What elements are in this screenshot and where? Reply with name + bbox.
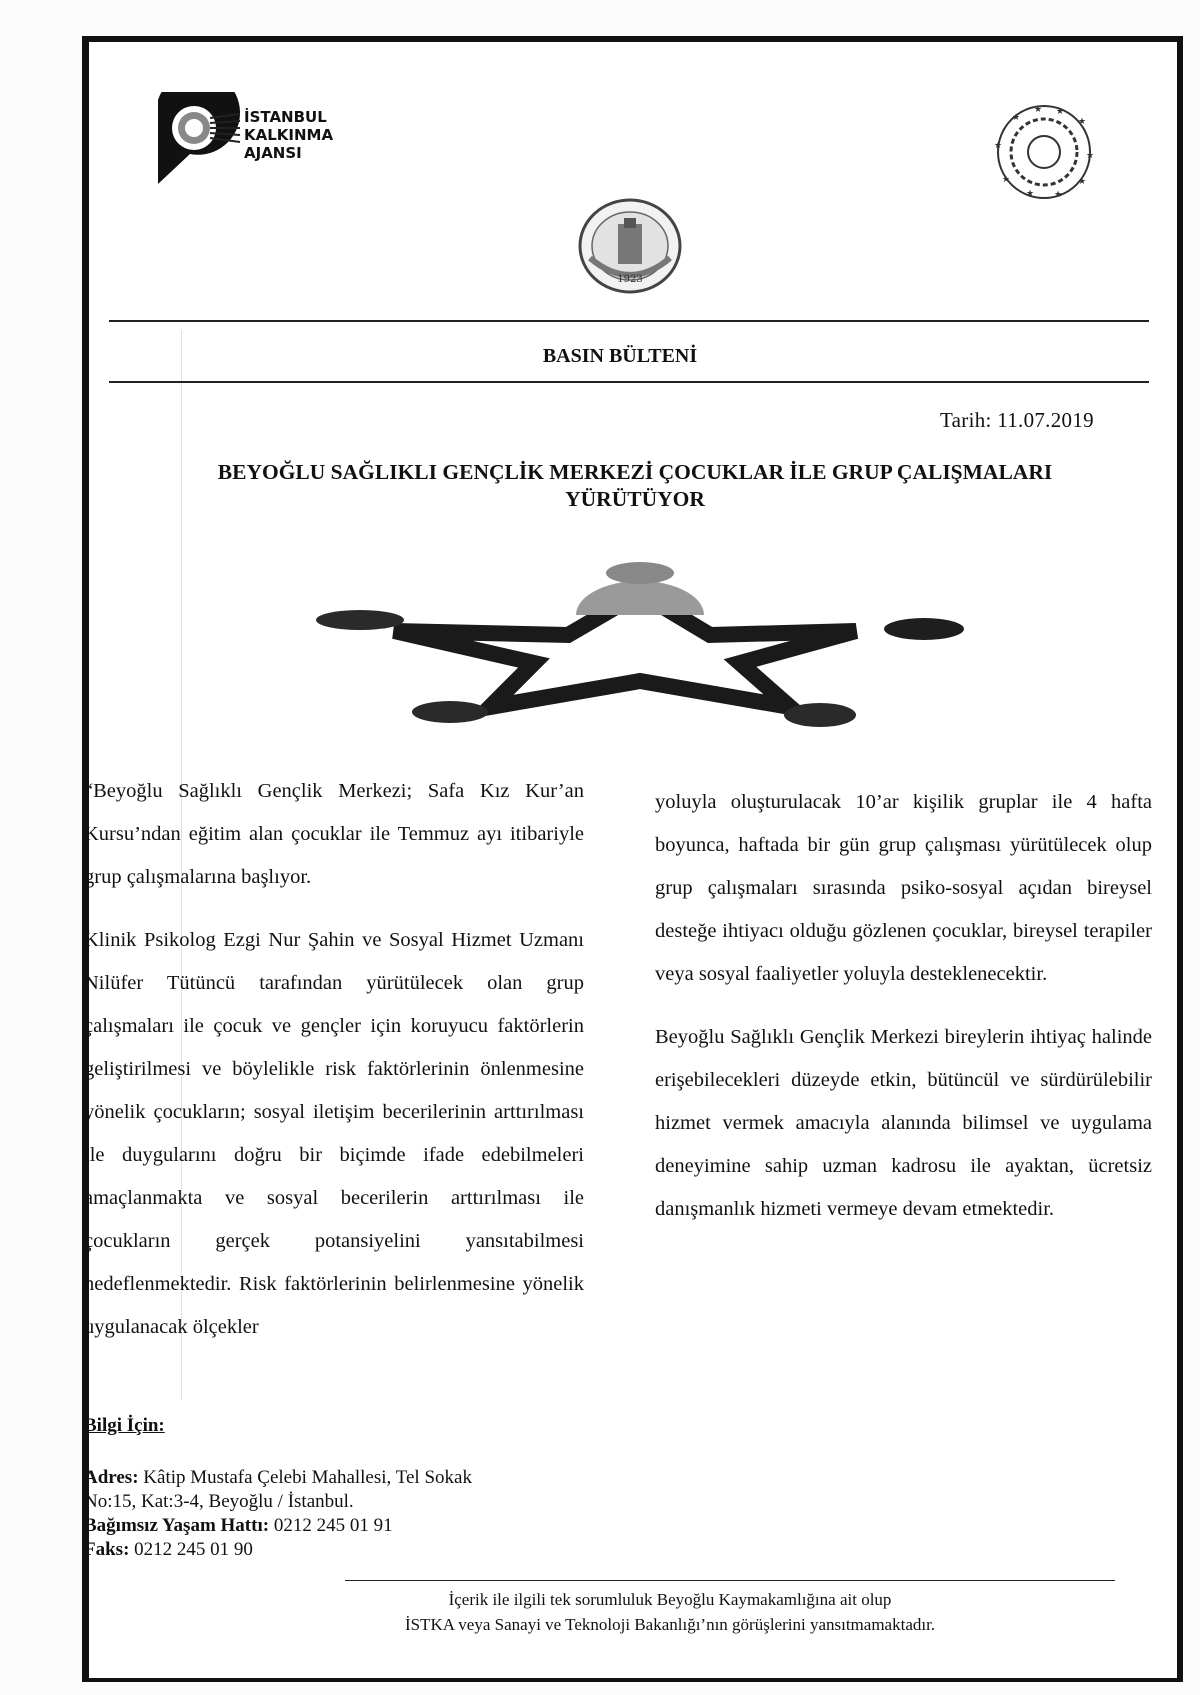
disclaimer-footer [230,1587,1110,1637]
hotline-label: Bağımsız Yaşam Hattı: [84,1515,270,1536]
fax-value: 0212 245 01 90 [129,1539,253,1560]
paragraph: Klinik Psikolog Ezgi Nur Şahin ve Sosyal Hizmet Uzmanı Nilüfer Tütüncü tarafından yürütülecek olan grup çalışmaları ile çocuk ve gençler için koruyucu faktörlerin geliştirilmesi ve böylelikle risk faktörlerinin önlenmesine yönelik çocukların; sosyal iletişim becerilerinin arttırılması ile duygularını doğru bir biçimde ifade edebilmeleri amaçlanmakta ve sosyal becerilerin arttırılması ile çocukların gerçek potansiyelini yansıtabilmesi hedeflenmektedir. Risk faktörlerinin belirlenmesine yönelik uygulanacak ölçekler [84,929,584,1338]
title-line-2: YÜRÜTÜYOR [565,487,705,511]
address-line-2: No:15, Kat:3-4, Beyoğlu / İstanbul. [84,1491,354,1512]
footer-rule [345,1580,1115,1581]
paragraph: Beyoğlu Sağlıklı Gençlik Merkezi bireylerin ihtiyaç halinde erişebilecekleri düzeyde etkin, bütüncül ve sürdürülebilir hizmet vermek amacıyla alanında bilimsel ve uygulama deneyimine sahip uzman kadrosu ile ayaktan, ücretsiz danışmanlık hizmeti vermeye devam etmektedir. [655,1026,1152,1220]
header-rule-bottom [109,381,1149,383]
svg-text:★: ★ [994,141,1003,151]
contact-block [84,1466,684,1562]
svg-text:★: ★ [1056,107,1065,117]
release-date: Tarih: 11.07.2019 [940,408,1094,432]
svg-text:★: ★ [1002,175,1011,185]
svg-text:★: ★ [1034,105,1043,115]
svg-text:★: ★ [1078,117,1087,127]
paragraph: “Beyoğlu Sağlıklı Gençlik Merkezi; Safa Kız Kur’an Kursu’ndan eğitim alan çocuklar ile Temmuz ayı itibariyle grup çalışmalarına başlıyor. [84,780,584,888]
address-label: Adres: [84,1467,139,1488]
body-column-right [655,781,1152,1251]
hotline-value: 0212 245 01 91 [269,1515,393,1536]
disclaimer-line-2: İSTKA veya Sanayi ve Teknoloji Bakanlığı’nın görüşlerini yansıtmamaktadır. [404,1615,936,1634]
header-rule-top [109,320,1149,322]
address-value: Kâtip Mustafa Çelebi Mahallesi, Tel Sokak [138,1467,472,1488]
disclaimer-line-1: İçerik ile ilgili tek sorumluluk Beyoğlu Kaymakamlığına ait olup [448,1590,892,1609]
star-people-graphic [310,555,970,735]
body-column-left [84,770,584,1369]
svg-text:★: ★ [1054,190,1063,200]
istka-logo-line-2: KALKINMA [244,126,334,144]
istka-logo-line-1: İSTANBUL [244,108,327,126]
svg-text:★: ★ [1026,189,1035,199]
fax-line [84,1538,684,1562]
istka-logo [150,92,340,192]
fax-label: Faks: [84,1539,130,1560]
istka-logo-line-3: AJANSI [244,144,302,162]
svg-text:★: ★ [1078,177,1087,187]
kaymakamlik-seal [570,196,690,296]
bakanlik-seal [982,102,1106,202]
seal-year: 1923 [617,274,643,285]
release-title [140,459,1130,513]
address-line-1 [84,1466,684,1490]
svg-text:★: ★ [1012,113,1021,123]
svg-text:★: ★ [1086,151,1095,161]
title-line-1: BEYOĞLU SAĞLIKLI GENÇLİK MERKEZİ ÇOCUKLAR İLE GRUP ÇALIŞMALARI [217,460,1053,484]
press-release-heading: BASIN BÜLTENİ [542,345,698,367]
hotline-line [84,1514,684,1538]
paragraph: yoluyla oluşturulacak 10’ar kişilik gruplar ile 4 hafta boyunca, haftada bir gün grup çalışması yürütülecek olup grup çalışmaları sırasında psiko-sosyal açıdan bireysel desteğe ihtiyacı olduğu gözlenen çocuklar, bireysel terapiler veya sosyal faaliyetler yoluyla desteklenecektir. [655,791,1152,985]
contact-heading: Bilgi İçin: [84,1415,165,1436]
